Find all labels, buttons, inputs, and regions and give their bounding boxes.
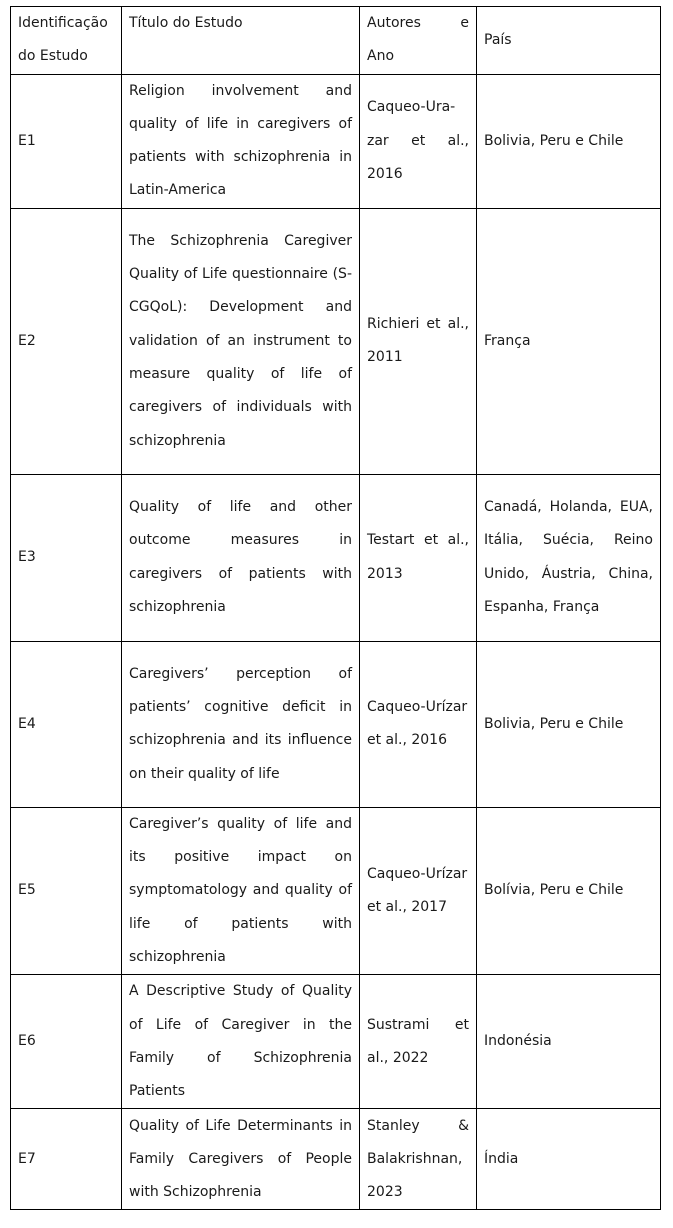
study-id-cell: E4: [11, 641, 122, 807]
study-id-cell: E7: [11, 1109, 122, 1210]
study-country-cell: Índia: [477, 1109, 661, 1210]
studies-table-container: [10, 6, 661, 1210]
study-id-cell: E1: [11, 74, 122, 208]
study-country-cell: Canadá, Holanda, EUA, Itália, Suécia, Reino Unido, Áustria, China, Espanha, França: [477, 474, 661, 641]
study-title-cell: Quality of life and other outcome measures in caregivers of patients with schizophrenia: [122, 474, 360, 641]
table-row: [11, 807, 661, 974]
study-title-cell: Religion involvement and quality of life in caregivers of patients with schizophrenia in Latin-America: [122, 74, 360, 208]
study-id-cell: E2: [11, 208, 122, 474]
studies-table: [10, 6, 661, 1210]
study-id-cell: E5: [11, 807, 122, 974]
table-row: [11, 74, 661, 208]
header-study-title: Título do Estudo: [122, 7, 360, 75]
header-study-id: Identificação do Estudo: [11, 7, 122, 75]
study-authors-cell: Caqueo-Urízar et al., 2016: [360, 641, 477, 807]
study-country-cell: Bolívia, Peru e Chile: [477, 807, 661, 974]
study-id-cell: E3: [11, 474, 122, 641]
study-authors-cell: Caqueo-Urízar et al., 2017: [360, 807, 477, 974]
study-authors-cell: Richieri et al., 2011: [360, 208, 477, 474]
header-country: País: [477, 7, 661, 75]
study-country-cell: Indonésia: [477, 975, 661, 1109]
study-title-cell: Caregivers’ perception of patients’ cognitive deficit in schizophrenia and its influence on their quality of life: [122, 641, 360, 807]
study-country-cell: Bolivia, Peru e Chile: [477, 641, 661, 807]
study-title-cell: The Schizophrenia Caregiver Quality of Life questionnaire (S-CGQoL): Development and validation of an instrument to measure quality of life of caregivers of individuals with schizophrenia: [122, 208, 360, 474]
table-row: [11, 474, 661, 641]
study-id-cell: E6: [11, 975, 122, 1109]
table-row: [11, 975, 661, 1109]
header-year-label: Ano: [367, 48, 395, 65]
header-authors-year: [360, 7, 477, 75]
study-authors-cell: Testart et al., 2013: [360, 474, 477, 641]
table-row: [11, 1109, 661, 1210]
study-country-cell: Bolivia, Peru e Chile: [477, 74, 661, 208]
header-authors-label: Autores: [367, 15, 421, 31]
study-authors-cell: Caqueo-Ura-zar et al., 2016: [360, 74, 477, 208]
table-row: [11, 208, 661, 474]
study-country-cell: França: [477, 208, 661, 474]
table-header-row: [11, 7, 661, 75]
study-authors-cell: Stanley & Balakrishnan, 2023: [360, 1109, 477, 1210]
table-row: [11, 641, 661, 807]
study-title-cell: A Descriptive Study of Quality of Life of Caregiver in the Family of Schizophrenia Patients: [122, 975, 360, 1109]
header-authors-conjunction: e: [460, 15, 469, 31]
study-authors-cell: Sustrami et al., 2022: [360, 975, 477, 1109]
study-title-cell: Caregiver’s quality of life and its positive impact on symptomatology and quality of life of patients with schizophrenia: [122, 807, 360, 974]
study-title-cell: Quality of Life Determinants in Family Caregivers of People with Schizophrenia: [122, 1109, 360, 1210]
